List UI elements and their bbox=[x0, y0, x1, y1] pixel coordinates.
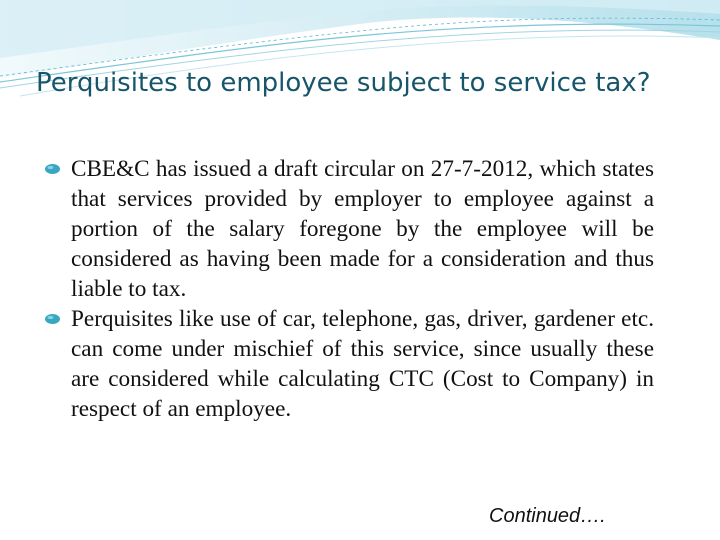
slide-title: Perquisites to employee subject to service tax? bbox=[36, 68, 651, 98]
bullet-icon bbox=[44, 313, 61, 325]
bullet-text: Perquisites like use of car, telephone, gas, driver, gardener etc. can come under mischief of this service, since usually these are considered while calculating CTC (Cost to Company) in respect of an employee. bbox=[71, 306, 654, 422]
bullet-item bbox=[44, 304, 654, 424]
bullet-list bbox=[44, 154, 654, 424]
bullet-icon bbox=[44, 163, 61, 175]
bullet-item bbox=[44, 154, 654, 304]
continued-note: Continued…. bbox=[489, 505, 606, 527]
bullet-text: CBE&C has issued a draft circular on 27-7-2012, which states that services provided by employer to employee against a portion of the salary foregone by the employee will be considered as having been made for a consideration and thus liable to tax. bbox=[71, 156, 654, 302]
